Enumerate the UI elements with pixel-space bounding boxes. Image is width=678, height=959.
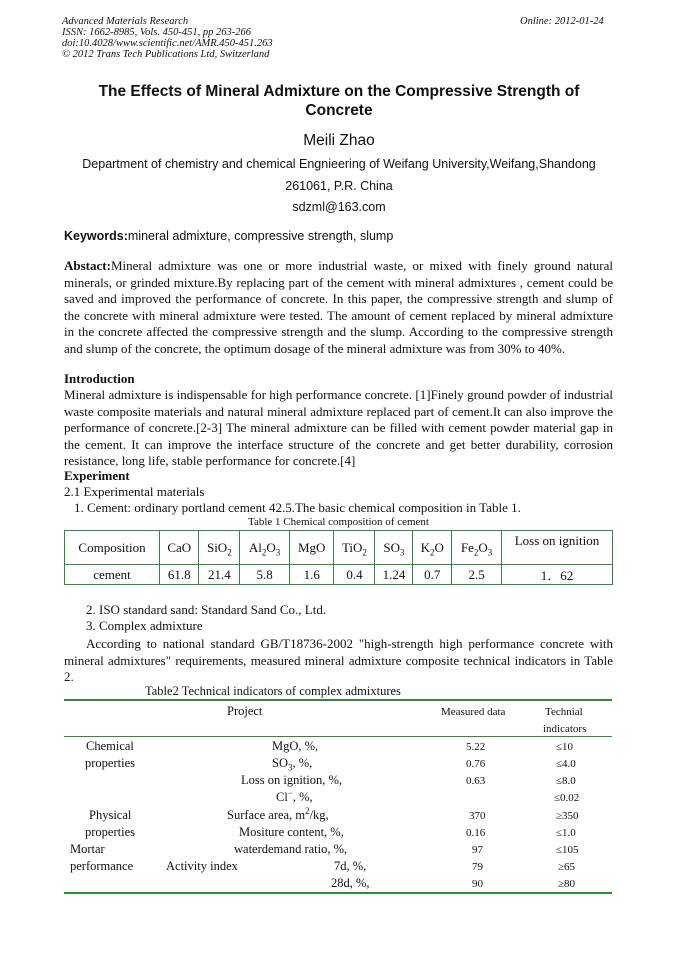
- issn-line: ISSN: 1662-8985, Vols. 450-451, pp 263-266: [62, 27, 251, 38]
- table2-tech: ≥65: [558, 861, 576, 873]
- table1-cell: 1.6: [290, 565, 334, 585]
- table1-cell: 2.5: [452, 565, 502, 585]
- table2-bottom-rule: [64, 892, 612, 894]
- abstract-label: Abstact:: [64, 258, 111, 273]
- table1-header-k2o: $K_2O$: [413, 531, 452, 565]
- doi-line: doi:10.4028/www.scientific.net/AMR.450-451.263: [62, 38, 273, 49]
- abstract: [64, 258, 613, 358]
- email: sdzml@163.com: [292, 200, 386, 214]
- cement-item: 1. Cement: ordinary portland cement 42.5.The basic chemical composition in Table 1.: [74, 500, 521, 515]
- table1-header-mgo: MgO: [290, 531, 334, 565]
- table1-cell: 21.4: [199, 565, 240, 585]
- table2-item-surface: Surface area, $m^2/kg$,: [227, 805, 329, 822]
- keywords: [64, 229, 393, 243]
- table1-row-label: cement: [65, 565, 160, 585]
- affiliation-line-1: Department of chemistry and chemical Engnieering of Weifang University,Weifang,Shandong: [82, 157, 596, 171]
- table2-tech: ≤4.0: [556, 758, 576, 770]
- title-line-2: Concrete: [305, 102, 373, 119]
- table2-header-measured: Measured data: [441, 706, 506, 718]
- table1-header-tio2: TiO$_2$: [334, 531, 375, 565]
- table1-header-cao: CaO: [160, 531, 199, 565]
- copyright-line: © 2012 Trans Tech Publications Ltd, Switzerland: [62, 49, 270, 60]
- table2-measured: 97: [472, 844, 483, 856]
- table2-header-project: Project: [227, 704, 263, 718]
- title-line-1: The Effects of Mineral Admixture on the Compressive Strength of: [98, 83, 580, 100]
- table1-cell-loss: 1．62: [502, 565, 613, 585]
- table1-cell: 0.4: [334, 565, 375, 585]
- table2-tech: ≥350: [556, 810, 579, 822]
- table2-tech: ≤1.0: [556, 827, 576, 839]
- keywords-label: Keywords:: [64, 229, 128, 243]
- abstract-text: Mineral admixture was one or more industrial waste, or mixed with finely ground natural minerals, or grinded mixture.By replacing part of the cement with mineral admixtures , cement could be saved and improved the performance of concrete. In this paper, the compressive strength and slump of the concrete with mineral admixture were tested. The amount of cement replaced by mineral admixture in the concrete affected the compressive strength and the slump. According to the compressive strength and slump of the concrete, the optimum dosage of the mineral admixture was from 30% to 40%.: [64, 258, 613, 356]
- table1-cell: 61.8: [160, 565, 199, 585]
- table2-group-mortar-2: performance: [70, 859, 134, 873]
- table2-tech: ≤105: [556, 844, 579, 856]
- table2-item-cl: Cl−, %,: [276, 787, 313, 804]
- table2-tech: ≤8.0: [556, 775, 576, 787]
- standard-paragraph: According to national standard GB/T18736-2002 "high-strength high performance concrete with mineral admixtures" requirements, measured mineral admixture composite technical indicators in Table 2.: [64, 636, 613, 685]
- table2-caption: Table2 Technical indicators of complex admixtures: [145, 684, 401, 698]
- table2-measured: 79: [472, 861, 483, 873]
- table2-group-physical-2: properties: [85, 825, 135, 839]
- table1-caption: Table 1 Chemical composition of cement: [248, 516, 429, 528]
- table2-measured: 0.63: [466, 775, 486, 787]
- table2-item-7d: 7d, %,: [334, 859, 367, 873]
- paper-title: [64, 82, 614, 120]
- journal-name: Advanced Materials Research: [62, 16, 189, 27]
- table2-group-chemical-1: Chemical: [86, 739, 134, 753]
- table2-header-tech-2: indicators: [543, 723, 587, 735]
- table1-header-so3: $SO_3$: [375, 531, 413, 565]
- table2-measured: 90: [472, 878, 483, 890]
- table1-header-al2o3: $Al_2O_3$: [240, 531, 290, 565]
- intro-heading: Introduction: [64, 371, 135, 386]
- experimental-materials-heading: 2.1 Experimental materials: [64, 484, 205, 499]
- table1-header-fe2o3: $Fe_2O_3$: [452, 531, 502, 565]
- table2-header-rule: [64, 736, 612, 737]
- table2-tech: ≤10: [556, 741, 574, 753]
- table2-activity-index: Activity index: [166, 859, 238, 873]
- complex-admixture-item: 3. Complex admixture: [86, 618, 203, 633]
- table2-measured: 5.22: [466, 741, 486, 753]
- keywords-text: mineral admixture, compressive strength, slump: [127, 229, 394, 243]
- table2-measured: 0.76: [466, 758, 486, 770]
- table2-item-mgo: MgO, %,: [272, 739, 319, 753]
- table2-measured: 370: [469, 810, 486, 822]
- table2-group-mortar-1: Mortar: [70, 842, 105, 856]
- experiment-heading: Experiment: [64, 468, 130, 483]
- table2-item-waterdemand: waterdemand ratio, %,: [234, 842, 348, 856]
- table2-item-moisture: Mositure content, %,: [239, 825, 344, 839]
- sand-item: 2. ISO standard sand: Standard Sand Co., Ltd.: [86, 602, 327, 617]
- table2-item-so3: $SO_3$, %,: [272, 756, 313, 773]
- table2-measured: 0.16: [466, 827, 486, 839]
- table2-tech: ≤0.02: [554, 792, 580, 804]
- table1-cell: 0.7: [413, 565, 452, 585]
- author: Meili Zhao: [303, 132, 375, 149]
- table2-item-loss: Loss on ignition, %,: [241, 773, 343, 787]
- affiliation-line-2: 261061, P.R. China: [285, 179, 393, 193]
- table1-header-loss: Loss on ignition: [502, 531, 613, 565]
- table2-group-physical-1: Physical: [89, 808, 132, 822]
- table1-cell: 5.8: [240, 565, 290, 585]
- table2-group-chemical-2: properties: [85, 756, 135, 770]
- table2-tech: ≥80: [558, 878, 576, 890]
- intro-text: Mineral admixture is indispensable for high performance concrete. [1]Finely ground powder of industrial waste composite materials and natural mineral admixture replaced part of cement.It can also improve the performance of concrete.[2-3] The mineral admixture can be filled with cement powder material gap in the cement. It can improve the interface structure of the concrete and get better durability, corrosion resistance, long life, stable performance for concrete.[4]: [64, 387, 613, 469]
- table2-top-rule: [64, 699, 612, 701]
- table1-cell: 1.24: [375, 565, 413, 585]
- table2-header-tech-1: Technial: [545, 706, 583, 718]
- table2-item-28d: 28d, %,: [331, 876, 370, 890]
- table1: [64, 530, 613, 585]
- table1-header-composition: Composition: [65, 531, 160, 565]
- table1-header-sio2: SiO$_2$: [199, 531, 240, 565]
- online-date: Online: 2012-01-24: [520, 16, 604, 27]
